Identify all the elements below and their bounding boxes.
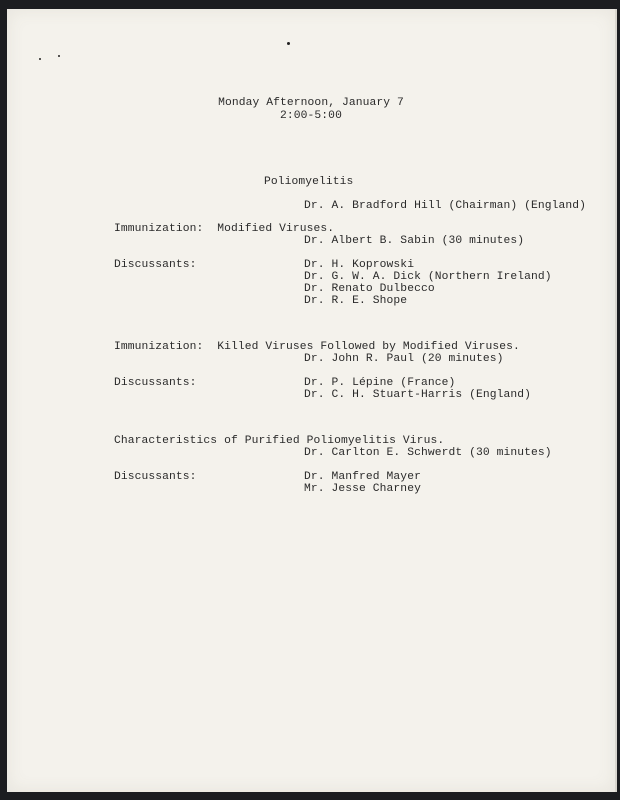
- section-speaker: Dr. Albert B. Sabin (30 minutes): [304, 235, 525, 247]
- session-chairman: Dr. A. Bradford Hill (Chairman) (England): [304, 200, 587, 212]
- header-time: 2:00-5:00: [280, 110, 342, 122]
- section-topic: Immunization: Modified Viruses.: [114, 223, 335, 235]
- section-speaker: Dr. Carlton E. Schwerdt (30 minutes): [304, 447, 552, 459]
- paper-speck: [58, 55, 60, 57]
- discussant-name: Dr. R. E. Shope: [304, 295, 408, 307]
- discussant-name: Dr. Renato Dulbecco: [304, 283, 435, 295]
- discussant-name: Dr. H. Koprowski: [304, 259, 415, 271]
- discussants-label: Discussants:: [114, 377, 197, 389]
- discussant-name: Mr. Jesse Charney: [304, 483, 421, 495]
- section-speaker: Dr. John R. Paul (20 minutes): [304, 353, 504, 365]
- paper-speck: [39, 58, 41, 60]
- discussant-name: Dr. G. W. A. Dick (Northern Ireland): [304, 271, 552, 283]
- section-topic: Characteristics of Purified Poliomyelitis Virus.: [114, 435, 445, 447]
- document-page: [7, 9, 617, 792]
- discussants-label: Discussants:: [114, 471, 197, 483]
- discussants-label: Discussants:: [114, 259, 197, 271]
- header-day: Monday Afternoon, January 7: [218, 97, 404, 109]
- discussant-name: Dr. C. H. Stuart-Harris (England): [304, 389, 532, 401]
- discussant-name: Dr. Manfred Mayer: [304, 471, 421, 483]
- session-title: Poliomyelitis: [264, 176, 354, 188]
- section-topic: Immunization: Killed Viruses Followed by Modified Viruses.: [114, 341, 520, 353]
- paper-speck: [287, 42, 290, 45]
- discussant-name: Dr. P. Lépine (France): [304, 377, 456, 389]
